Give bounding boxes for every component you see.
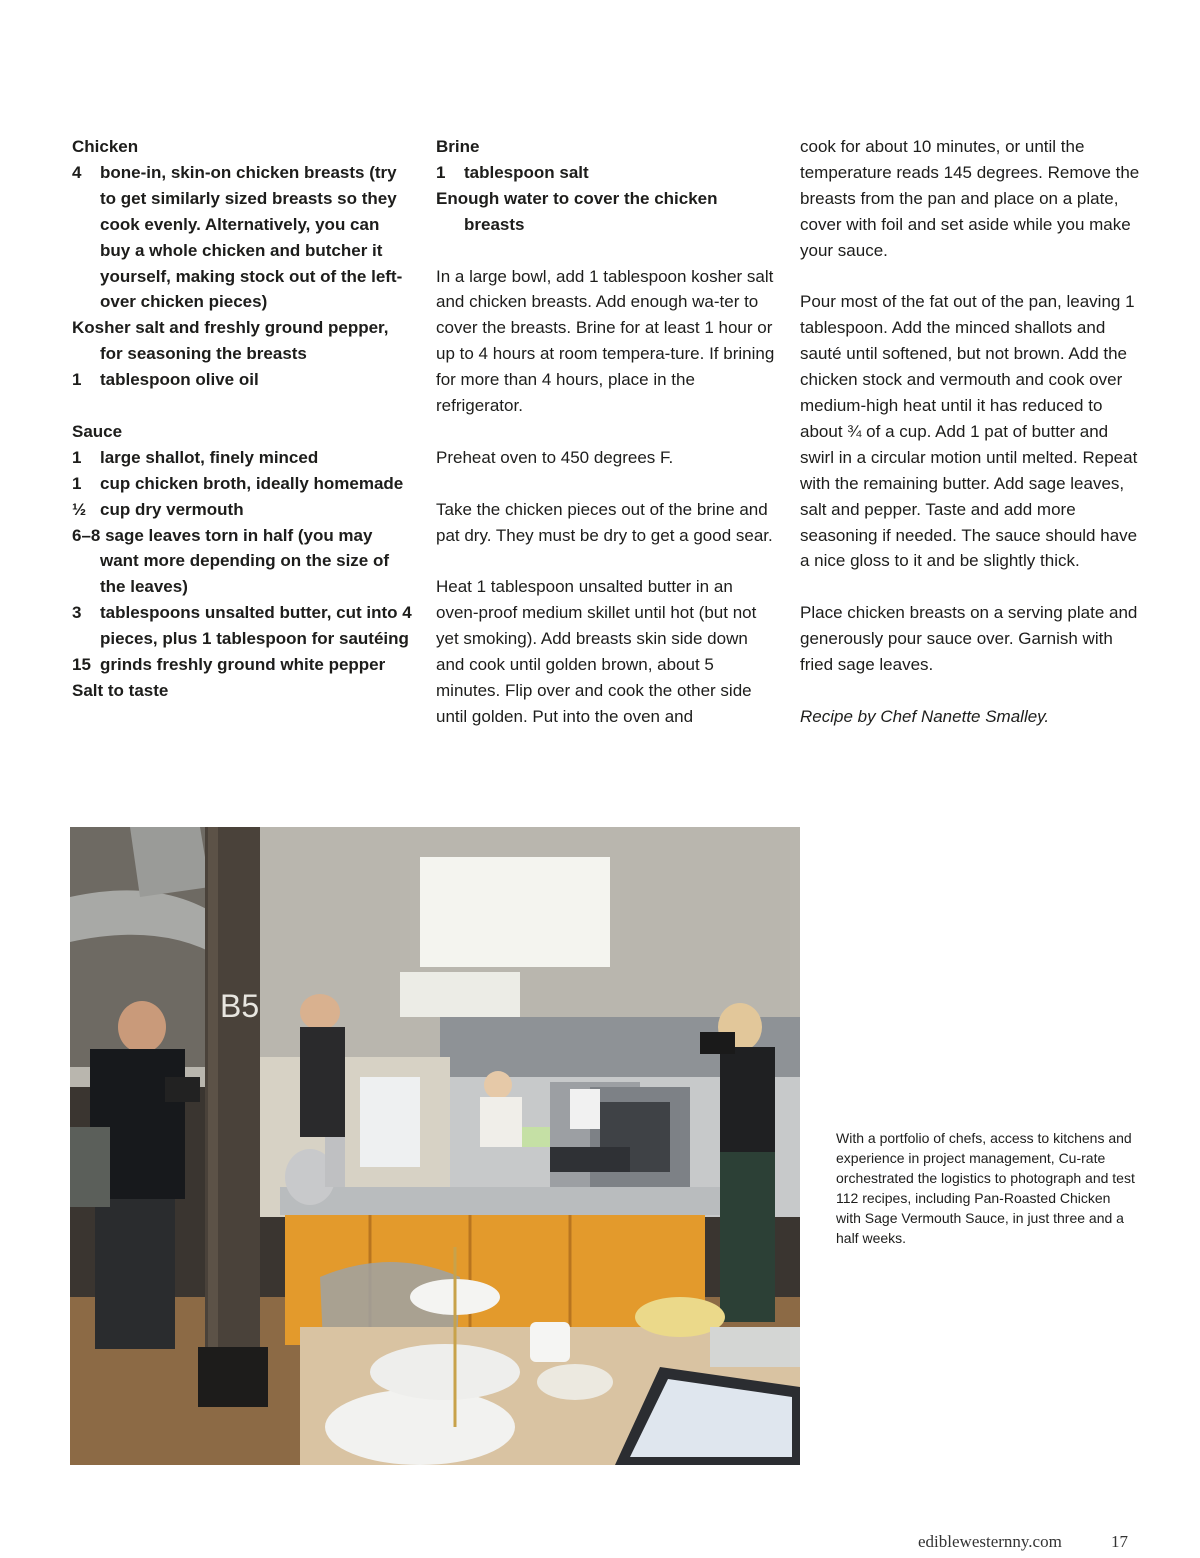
ingredient-text: cup dry vermouth — [100, 499, 244, 519]
sauce-heading: Sauce — [72, 421, 123, 441]
photo-caption: With a portfolio of chefs, access to kitchens and experience in project management, Cu-rate orchestrated the logistics to photograph and test 112 recipes, including Pan-Roasted Chicken with Sage Vermouth Sauce, in just three and a half weeks. — [836, 1130, 1135, 1246]
ingredient-item: Salt to taste — [72, 681, 169, 701]
ingredient-item — [72, 367, 412, 393]
method-column-2 — [800, 134, 1140, 730]
kitchen-photo — [70, 827, 800, 1465]
ingredient-item — [72, 497, 412, 523]
ingredient-qty: ½ — [72, 499, 87, 519]
recipe-credit: Recipe by Chef Nanette Smalley. — [800, 706, 1050, 726]
ingredient-item — [72, 600, 412, 652]
ingredient-qty: 4 — [72, 162, 82, 182]
ingredient-qty: 1 — [72, 473, 82, 493]
method-paragraph: Preheat oven to 450 degrees F. — [436, 447, 674, 467]
method-column-1 — [436, 134, 776, 730]
ingredient-text: cup chicken broth, ideally homemade — [100, 473, 404, 493]
method-paragraph: In a large bowl, add 1 tablespoon kosher salt and chicken breasts. Add enough wa-ter to cover the breasts. Brine for at least 1 hour or up to 4 hours at room tempera-ture. If brining for more than 4 hours, place in the refrigerator. — [436, 266, 775, 416]
method-paragraph: cook for about 10 minutes, or until the temperature reads 145 degrees. Remove the breasts from the pan and place on a plate, cover with foil and set aside while you make your sauce. — [800, 137, 1140, 260]
chicken-heading: Chicken — [72, 137, 139, 156]
ingredient-item: Kosher salt and freshly ground pepper, for seasoning the breasts — [72, 318, 389, 364]
ingredient-item — [72, 160, 412, 315]
ingredient-qty: 1 — [436, 162, 446, 182]
method-paragraph: Heat 1 tablespoon unsalted butter in an oven-proof medium skillet until hot (but not yet smoking). Add breasts skin side down and cook until golden brown, about 5 minutes. Flip over and cook the other side until golden. Put into the oven and — [436, 577, 757, 726]
ingredient-text: tablespoons unsalted butter, cut into 4 pieces, plus 1 tablespoon for sautéing — [100, 603, 412, 649]
ingredient-item — [72, 445, 412, 471]
ingredient-text: large shallot, finely minced — [100, 447, 319, 467]
ingredient-item — [436, 160, 776, 186]
ingredient-qty: 1 — [72, 447, 82, 467]
ingredient-item — [72, 652, 412, 678]
ingredient-qty: 15 — [72, 655, 91, 675]
ingredient-item: 6–8 sage leaves torn in half (you may want more depending on the size of the leaves) — [72, 525, 390, 597]
ingredient-text: tablespoon olive oil — [100, 370, 259, 390]
ingredient-item — [72, 471, 412, 497]
ingredient-qty: 3 — [72, 603, 82, 623]
brine-heading: Brine — [436, 137, 480, 156]
ingredient-item: Enough water to cover the chicken breasts — [436, 188, 718, 234]
site-url: ediblewesternny.com — [918, 1532, 1062, 1551]
ingredient-text: grinds freshly ground white pepper — [100, 655, 386, 675]
ingredients-column — [72, 134, 412, 704]
ingredient-text: tablespoon salt — [464, 162, 589, 182]
page-number: 17 — [1111, 1532, 1128, 1551]
method-paragraph: Place chicken breasts on a serving plate and generously pour sauce over. Garnish with fried sage leaves. — [800, 603, 1138, 675]
method-paragraph: Pour most of the fat out of the pan, leaving 1 tablespoon. Add the minced shallots and sauté until softened, but not brown. Add the chicken stock and vermouth and cook over medium-high heat until it has reduced to about ¾ of a cup. Add 1 pat of butter and swirl in a circular motion until melted. Repeat with the remaining butter. Add sage leaves, salt and pepper. Taste and add more seasoning if needed. The sauce should have a nice gloss to it and be slightly thick. — [800, 292, 1138, 571]
method-paragraph: Take the chicken pieces out of the brine and pat dry. They must be dry to get a good sear. — [436, 499, 773, 545]
ingredient-qty: 1 — [72, 370, 82, 390]
column-label: B5 — [220, 988, 260, 1024]
ingredient-text: bone-in, skin-on chicken breasts (try to get similarly sized breasts so they cook evenly. Alternatively, you can buy a whole chicken and butcher it yourself, making stock out of the left-over chicken pieces) — [100, 162, 403, 312]
